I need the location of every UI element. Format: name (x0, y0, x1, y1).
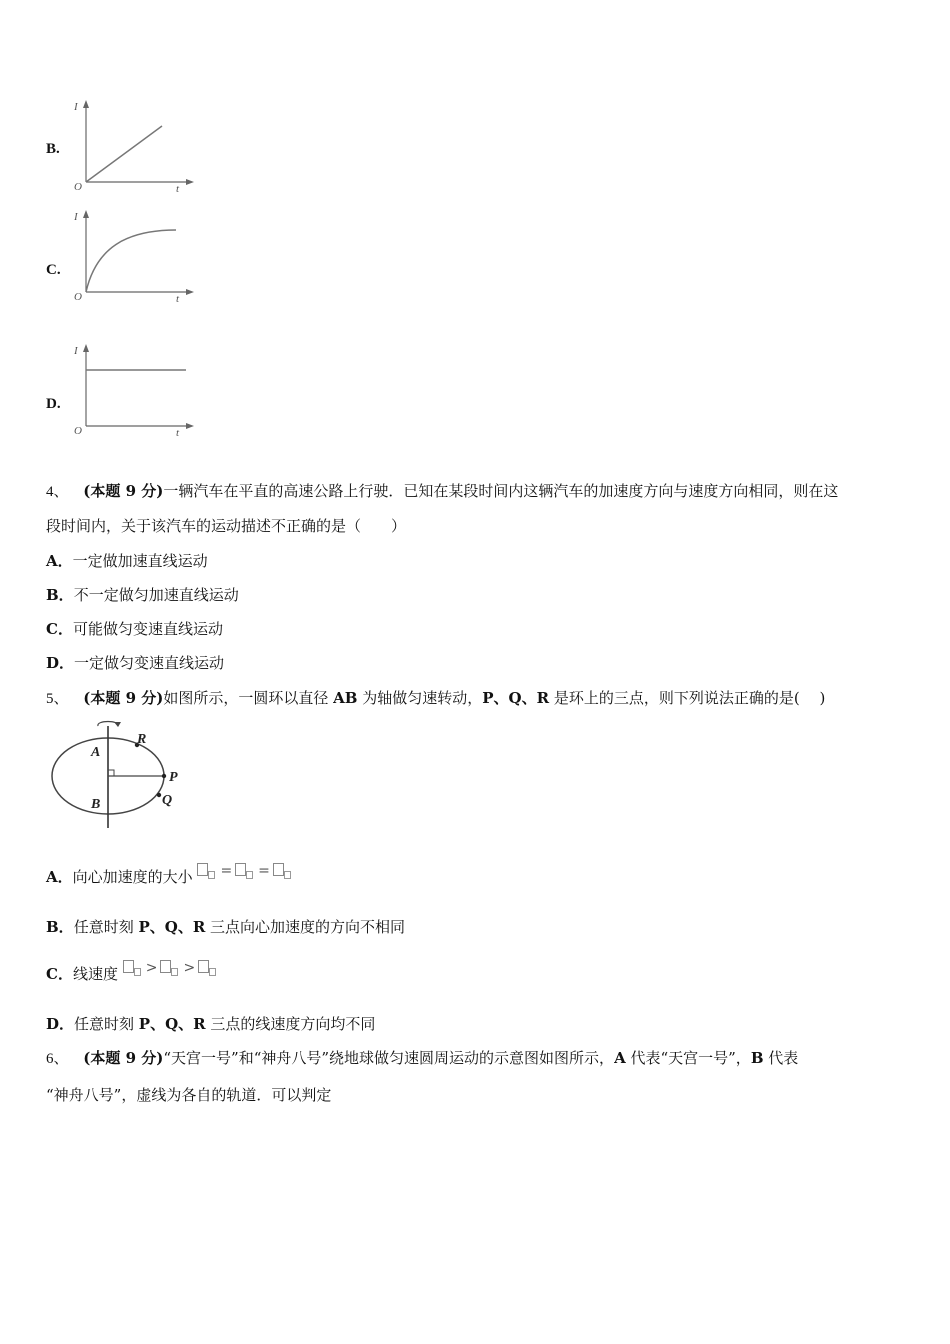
q5-option-b (46, 916, 405, 937)
x-axis-label: t (176, 293, 180, 304)
x-axis-label: t (176, 427, 180, 439)
q4-option-b (46, 584, 239, 605)
option-text: 不一定做匀加速直线运动 (73, 586, 239, 604)
op-eq: = (258, 863, 270, 879)
op-eq: = (220, 863, 233, 879)
q6-number: 6、 (46, 1051, 69, 1067)
option-text: 任意时刻 (73, 918, 139, 936)
q6-stem-part: “天宫一号”和“神舟八号”绕地球做匀速圆周运动的示意图如图所示， (163, 1049, 615, 1067)
math-subscript-icon (284, 871, 291, 879)
option-text: 任意时刻 (74, 1015, 139, 1033)
origin-label: O (74, 291, 82, 303)
q5-stem-pqr: P、Q、R (482, 689, 550, 707)
math-symbol-icon (123, 960, 134, 973)
option-label: C． (46, 620, 73, 638)
math-symbol-icon (160, 960, 171, 973)
op-gt: > (145, 960, 158, 976)
point-q (157, 793, 161, 797)
q6-stem-part: 代表 (763, 1049, 799, 1067)
option-label: A． (46, 552, 73, 570)
label-q: Q (162, 793, 173, 808)
option-label: D． (46, 1015, 75, 1033)
q4-option-d (46, 652, 224, 673)
origin-label: O (74, 181, 82, 193)
graph-b-line (86, 126, 162, 182)
option-text: 可能做匀变速直线运动 (72, 620, 223, 638)
formula-c (123, 958, 218, 976)
q6-stem-b: B (750, 1049, 764, 1067)
q4-stem-line2: 段时间内，关于该汽车的运动描述不正确的是（ ） (46, 517, 407, 535)
math-subscript-icon (208, 871, 215, 879)
graph-d (66, 342, 196, 440)
x-axis-label: t (176, 183, 180, 194)
option-text: 三点的线速度方向均不同 (205, 1015, 376, 1033)
math-symbol-icon (198, 960, 209, 973)
q4-stem-text: 一辆汽车在平直的高速公路上行驶．已知在某段时间内这辆汽车的加速度方向与速度方向相同，则在这 (163, 482, 839, 500)
math-symbol-icon (197, 863, 208, 876)
option-text: 三点向心加速度的方向不相同 (205, 918, 406, 936)
math-subscript-icon (209, 968, 216, 976)
option-label: B． (46, 586, 74, 604)
q6-stem-line1 (46, 1047, 798, 1068)
label-b: B (91, 797, 101, 812)
q5-number: 5、 (46, 691, 69, 707)
y-axis-label: I (74, 101, 78, 113)
q4-score: (本题 9 分) (83, 482, 164, 500)
option-text: 一定做匀变速直线运动 (74, 654, 225, 672)
math-subscript-icon (171, 968, 178, 976)
math-subscript-icon (246, 871, 253, 879)
q4-stem-line1 (46, 480, 838, 501)
label-p: P (169, 770, 178, 785)
q6-stem-line2: “神舟八号”，虚线为各自的轨道．可以判定 (46, 1086, 332, 1104)
q5-score: (本题 9 分) (83, 689, 164, 707)
formula-a (197, 861, 292, 879)
origin-label: O (74, 425, 82, 437)
option-pqr: P、Q、R (138, 1015, 206, 1033)
label-a: A (91, 745, 101, 760)
q6-stem-part: 代表“天宫一号”， (625, 1049, 751, 1067)
point-p (162, 774, 166, 778)
option-label: C． (46, 965, 73, 983)
q5-stem-part: 是环上的三点，则下列说法正确的是( ) (549, 689, 826, 707)
option-pqr: P、Q、R (138, 918, 206, 936)
option-label: B． (46, 918, 74, 936)
y-axis-label: I (74, 211, 78, 223)
graph-c (66, 208, 196, 304)
option-label: D． (46, 654, 75, 672)
math-symbol-icon (235, 863, 246, 876)
ring-figure (46, 716, 196, 831)
q6-score: (本题 9 分) (83, 1049, 164, 1067)
q5-stem-part: 为轴做匀速转动， (357, 689, 483, 707)
q5-option-d (46, 1013, 375, 1034)
option-text: 线速度 (72, 965, 118, 983)
q4-option-a (46, 550, 208, 571)
q5-stem-ab: AB (333, 689, 358, 707)
op-gt: > (183, 960, 196, 976)
option-label: C. (46, 262, 61, 278)
y-axis-label: I (74, 345, 78, 357)
q5-stem (46, 687, 825, 708)
graph-b (66, 98, 196, 194)
option-text: 一定做加速直线运动 (72, 552, 208, 570)
option-text: 向心加速度的大小 (72, 868, 193, 886)
right-angle-mark (108, 770, 114, 776)
label-r: R (137, 732, 147, 747)
graph-c-curve (86, 230, 176, 292)
math-subscript-icon (134, 968, 141, 976)
option-label: D. (46, 396, 61, 412)
q4-option-c (46, 618, 223, 639)
q5-stem-part: 如图所示，一圆环以直径 (163, 689, 334, 707)
q4-number: 4、 (46, 484, 69, 500)
q6-stem-a: A (614, 1049, 626, 1067)
option-label: A． (46, 868, 73, 886)
q5-option-a (46, 863, 293, 887)
q5-option-c (46, 960, 218, 984)
option-label: B. (46, 141, 60, 157)
math-symbol-icon (273, 863, 284, 876)
